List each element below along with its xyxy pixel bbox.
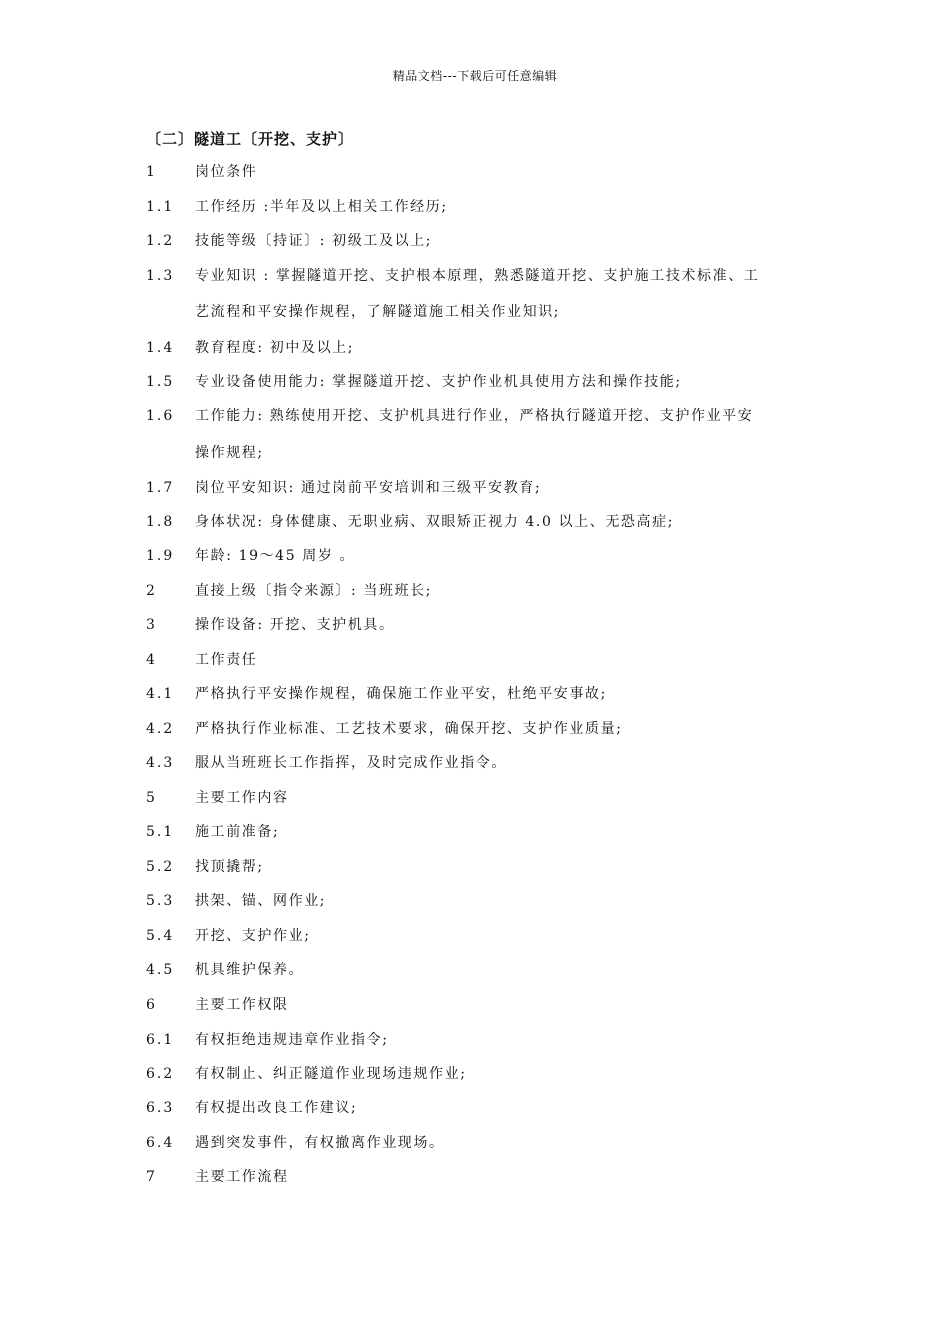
item-text: 严格执行作业标准、工艺技术要求，确保开挖、支护作业质量;: [195, 721, 623, 737]
item-number: 4.2: [146, 721, 175, 737]
item-text: 主要工作流程: [195, 1169, 289, 1185]
item-text: 主要工作内容: [195, 790, 289, 806]
item-text: 专业设备使用能力: 掌握隧道开挖、支护作业机具使用方法和操作技能;: [195, 374, 682, 390]
item-text: 操作规程;: [195, 445, 264, 461]
item-number: 5: [146, 790, 157, 806]
item-number: 6.1: [146, 1032, 175, 1048]
item-number: 1.7: [146, 480, 175, 496]
item-text: 工作责任: [195, 652, 258, 668]
item-number: 1.8: [146, 514, 175, 530]
item-number: 1: [146, 164, 157, 180]
item-number: 1.4: [146, 340, 175, 356]
item-text: 拱架、锚、网作业;: [195, 893, 327, 909]
item-number: 6: [146, 997, 157, 1013]
item-number: 1.2: [146, 233, 175, 249]
item-text: 主要工作权限: [195, 997, 289, 1013]
item-text: 有权提出改良工作建议;: [195, 1100, 358, 1116]
item-number: 6.2: [146, 1066, 175, 1082]
item-text: 工作能力: 熟练使用开挖、支护机具进行作业，严格执行隧道开挖、支护作业平安: [195, 408, 754, 424]
item-number: 7: [146, 1169, 157, 1185]
item-text: 岗位平安知识: 通过岗前平安培训和三级平安教育;: [195, 480, 542, 496]
item-text: 直接上级〔指令来源〕: 当班班长;: [195, 583, 433, 599]
item-text: 教育程度: 初中及以上;: [195, 340, 355, 356]
item-text: 年龄: 19～45 周岁 。: [195, 548, 356, 564]
item-text: 专业知识 : 掌握隧道开挖、支护根本原理，熟悉隧道开挖、支护施工技术标准、工: [195, 268, 760, 284]
item-number: 5.1: [146, 824, 175, 840]
item-text: 有权制止、纠正隧道作业现场违规作业;: [195, 1066, 467, 1082]
item-number: 2: [146, 583, 157, 599]
item-text: 操作设备: 开挖、支护机具。: [195, 617, 395, 633]
item-text: 遇到突发事件，有权撤离作业现场。: [195, 1135, 445, 1151]
item-number: 5.2: [146, 859, 175, 875]
item-text: 技能等级〔持证〕: 初级工及以上;: [195, 233, 433, 249]
item-number: 1.3: [146, 268, 175, 284]
item-text: 施工前准备;: [195, 824, 280, 840]
item-number: 5.3: [146, 893, 175, 909]
item-text: 严格执行平安操作规程，确保施工作业平安，杜绝平安事故;: [195, 686, 607, 702]
item-text: 岗位条件: [195, 164, 258, 180]
item-number: 3: [146, 617, 157, 633]
item-number: 6.4: [146, 1135, 175, 1151]
item-text: 艺流程和平安操作规程，了解隧道施工相关作业知识;: [195, 304, 561, 320]
section-title: 〔二〕隧道工〔开挖、支护〕: [146, 130, 355, 148]
item-number: 1.5: [146, 374, 175, 390]
item-number: 4: [146, 652, 157, 668]
item-number: 4.1: [146, 686, 175, 702]
item-text: 服从当班班长工作指挥，及时完成作业指令。: [195, 755, 507, 771]
item-number: 5.4: [146, 928, 175, 944]
item-text: 有权拒绝违规违章作业指令;: [195, 1032, 389, 1048]
item-number: 1.1: [146, 199, 175, 215]
item-text: 工作经历 :半年及以上相关工作经历;: [195, 199, 448, 215]
item-text: 开挖、支护作业;: [195, 928, 311, 944]
item-number: 1.6: [146, 408, 175, 424]
item-number: 4.5: [146, 962, 175, 978]
page-header: 精品文档---下载后可任意编辑: [392, 69, 558, 83]
item-text: 身体状况: 身体健康、无职业病、双眼矫正视力 4.0 以上、无恐高症;: [195, 514, 675, 530]
item-number: 4.3: [146, 755, 175, 771]
item-number: 1.9: [146, 548, 175, 564]
item-text: 机具维护保养。: [195, 962, 305, 978]
item-text: 找顶撬帮;: [195, 859, 264, 875]
item-number: 6.3: [146, 1100, 175, 1116]
